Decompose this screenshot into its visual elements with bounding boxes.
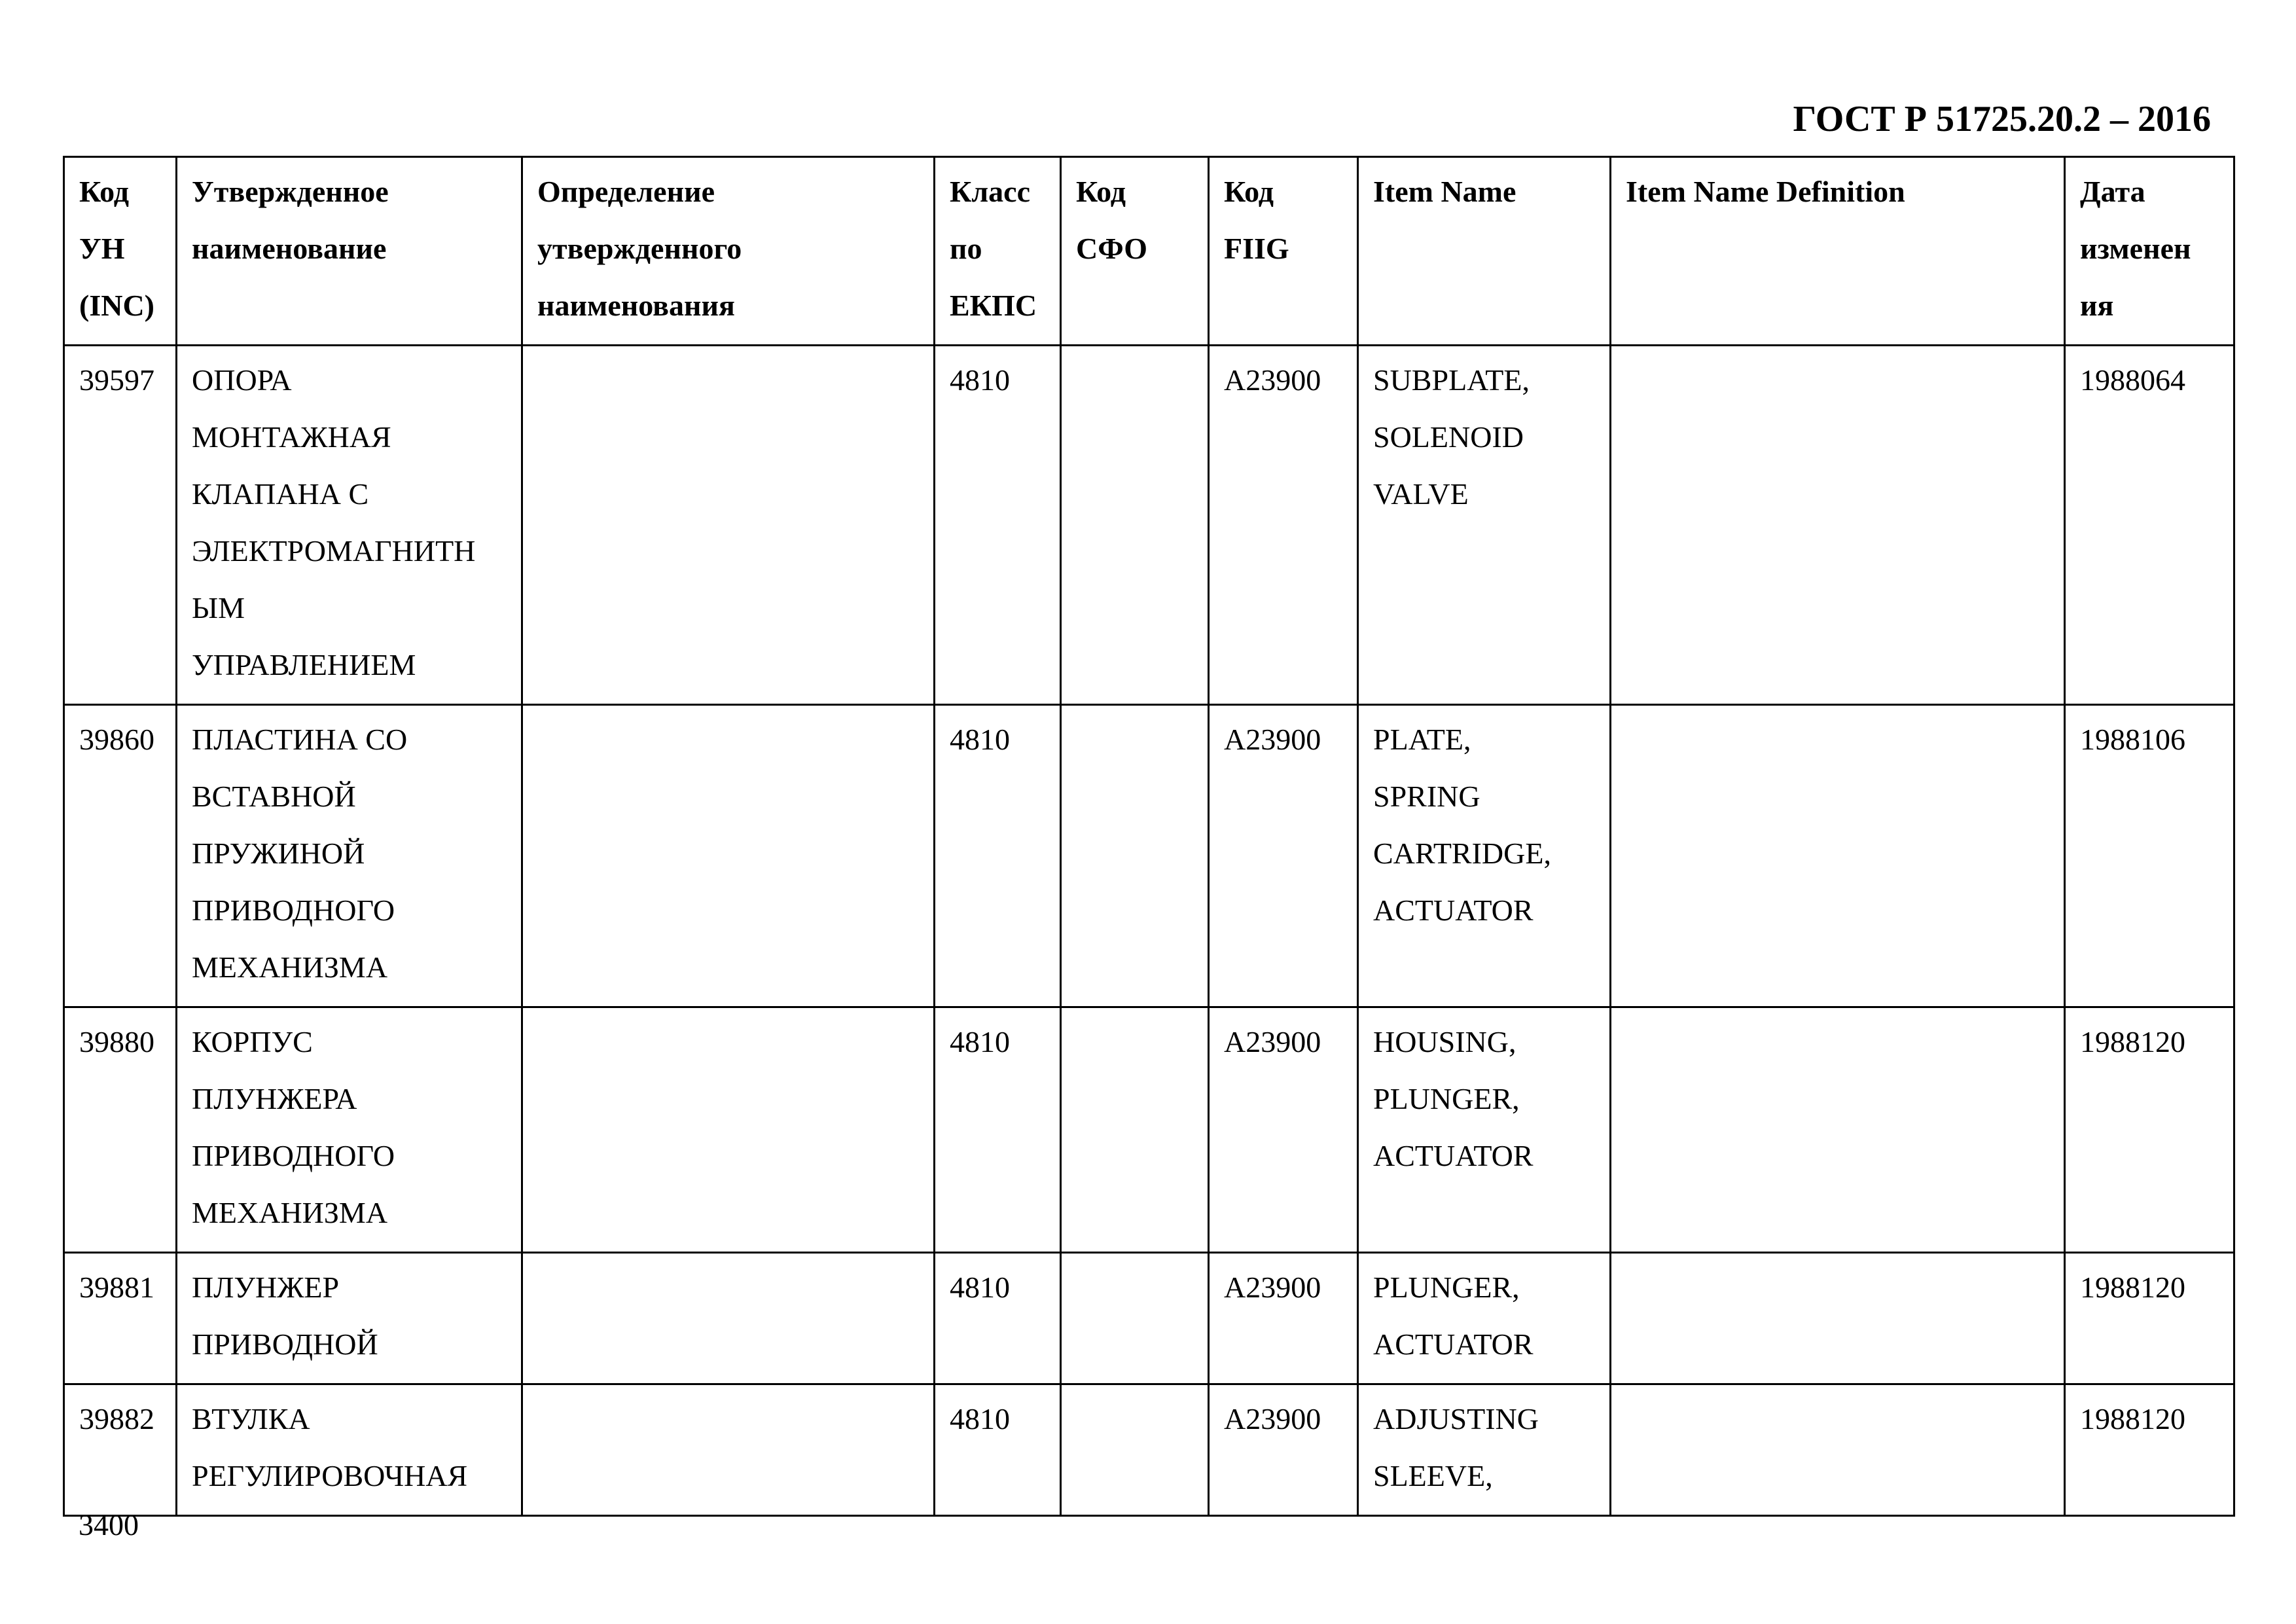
cell-change-date: 1988120 <box>2065 1384 2234 1516</box>
column-header-inc: Код УН (INC) <box>64 157 177 346</box>
cell-item-name-definition <box>1611 1384 2065 1516</box>
cell-item-name: PLATE, SPRING CARTRIDGE, ACTUATOR <box>1358 705 1611 1007</box>
column-header-sfo: Код СФО <box>1061 157 1209 346</box>
cell-item-name: SUBPLATE, SOLENOID VALVE <box>1358 346 1611 705</box>
cell-item-name: ADJUSTING SLEEVE, <box>1358 1384 1611 1516</box>
column-header-change-date: Дата изменен ия <box>2065 157 2234 346</box>
cell-change-date: 1988120 <box>2065 1253 2234 1384</box>
cell-definition <box>522 705 935 1007</box>
cell-inc: 39597 <box>64 346 177 705</box>
cell-class: 4810 <box>935 346 1061 705</box>
cell-change-date: 1988120 <box>2065 1007 2234 1253</box>
cell-approved-name: ПЛАСТИНА СО ВСТАВНОЙ ПРУЖИНОЙ ПРИВОДНОГО МЕХАНИЗМА <box>177 705 522 1007</box>
document-title: ГОСТ Р 51725.20.2 – 2016 <box>1793 99 2211 139</box>
cell-item-name: PLUNGER, ACTUATOR <box>1358 1253 1611 1384</box>
column-header-item-name-definition: Item Name Definition <box>1611 157 2065 346</box>
cell-class: 4810 <box>935 1384 1061 1516</box>
cell-change-date: 1988106 <box>2065 705 2234 1007</box>
cell-fiig: A23900 <box>1209 705 1358 1007</box>
table-header-row <box>64 157 2234 346</box>
cell-fiig: A23900 <box>1209 1007 1358 1253</box>
cell-definition <box>522 1384 935 1516</box>
cell-fiig: A23900 <box>1209 1253 1358 1384</box>
cell-approved-name: КОРПУС ПЛУНЖЕРА ПРИВОДНОГО МЕХАНИЗМА <box>177 1007 522 1253</box>
cell-inc: 39860 <box>64 705 177 1007</box>
cell-class: 4810 <box>935 1253 1061 1384</box>
cell-item-name-definition <box>1611 346 2065 705</box>
column-header-item-name: Item Name <box>1358 157 1611 346</box>
cell-sfo <box>1061 705 1209 1007</box>
cell-fiig: A23900 <box>1209 1384 1358 1516</box>
cell-approved-name: ОПОРА МОНТАЖНАЯ КЛАПАНА С ЭЛЕКТРОМАГНИТН ЫМ УПРАВЛЕНИЕМ <box>177 346 522 705</box>
cell-sfo <box>1061 1253 1209 1384</box>
table-row <box>64 1253 2234 1384</box>
cell-approved-name: ПЛУНЖЕР ПРИВОДНОЙ <box>177 1253 522 1384</box>
cell-inc: 39880 <box>64 1007 177 1253</box>
cell-definition <box>522 1007 935 1253</box>
catalog-table <box>63 156 2235 1517</box>
cell-inc: 39881 <box>64 1253 177 1384</box>
column-header-approved-name: Утвержденное наименование <box>177 157 522 346</box>
table-row <box>64 705 2234 1007</box>
cell-inc: 39882 <box>64 1384 177 1516</box>
table-row <box>64 1007 2234 1253</box>
cell-item-name: HOUSING, PLUNGER, ACTUATOR <box>1358 1007 1611 1253</box>
cell-sfo <box>1061 1007 1209 1253</box>
column-header-class: Класс по ЕКПС <box>935 157 1061 346</box>
cell-item-name-definition <box>1611 705 2065 1007</box>
cell-change-date: 1988064 <box>2065 346 2234 705</box>
cell-sfo <box>1061 346 1209 705</box>
cell-class: 4810 <box>935 1007 1061 1253</box>
table-row <box>64 346 2234 705</box>
cell-definition <box>522 346 935 705</box>
cell-definition <box>522 1253 935 1384</box>
cell-sfo <box>1061 1384 1209 1516</box>
cell-item-name-definition <box>1611 1007 2065 1253</box>
column-header-definition: Определение утвержденного наименования <box>522 157 935 346</box>
page-number: 3400 <box>79 1508 139 1542</box>
column-header-fiig: Код FIIG <box>1209 157 1358 346</box>
cell-item-name-definition <box>1611 1253 2065 1384</box>
table-row <box>64 1384 2234 1516</box>
cell-approved-name: ВТУЛКА РЕГУЛИРОВОЧНАЯ <box>177 1384 522 1516</box>
cell-class: 4810 <box>935 705 1061 1007</box>
cell-fiig: A23900 <box>1209 346 1358 705</box>
